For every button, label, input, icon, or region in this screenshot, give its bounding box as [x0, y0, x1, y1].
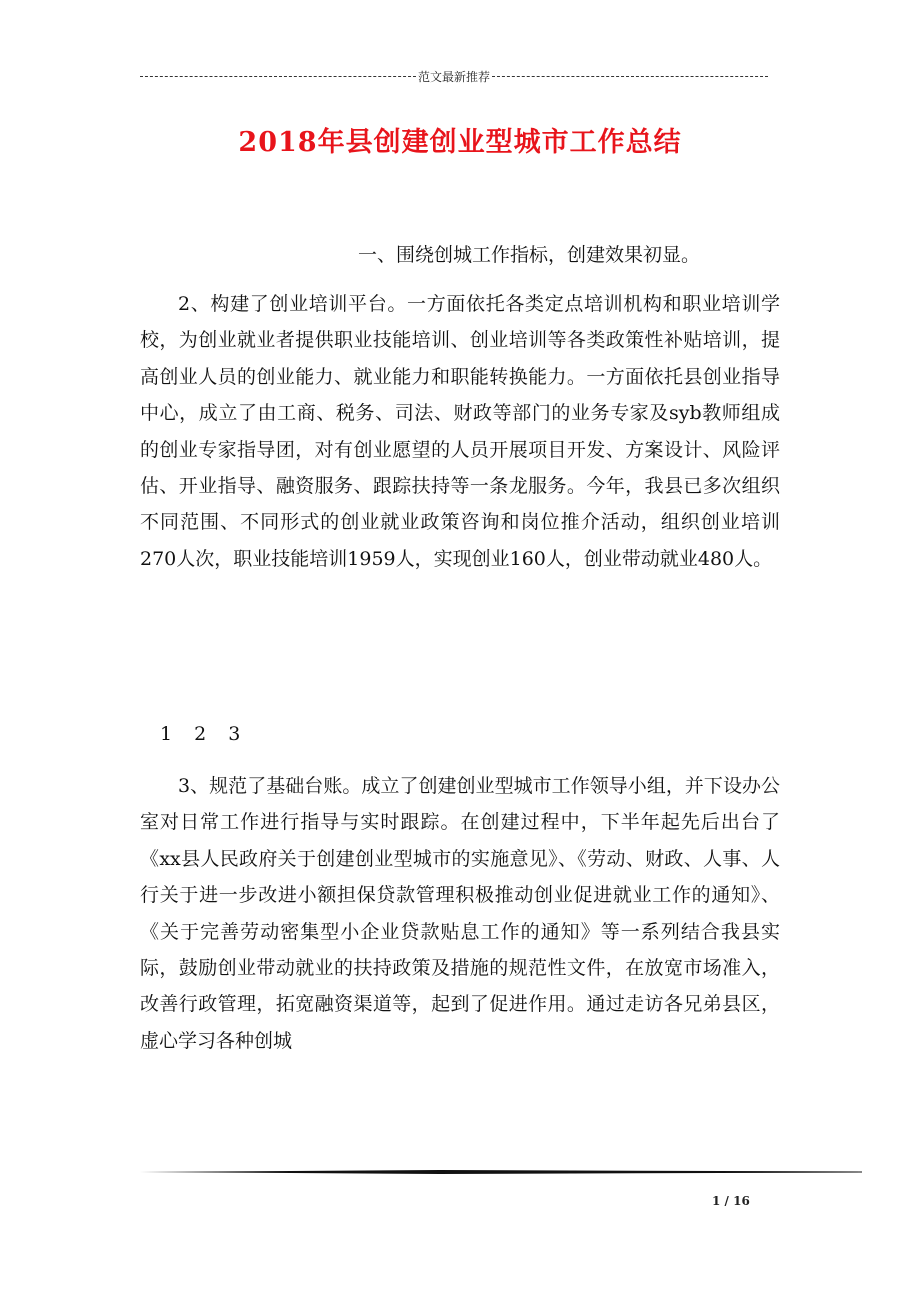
header-label: 范文最新推荐: [418, 69, 491, 84]
document-title: 2018年县创建创业型城市工作总结: [238, 127, 682, 158]
paragraph-basic-ledger: 3、规范了基础台账。成立了创建创业型城市工作领导小组，并下设办公室对日常工作进行指导与实时跟踪。在创建过程中，下半年起先后出台了《xx县人民政府关于创建创业型城市的实施意见》、《劳动、财政、人事、人行关于进一步改进小额担保贷款管理积极推动创业促进就业工作的通知》、《关于完善劳动密集型小企业贷款贴息工作的通知》等一系列结合我县实际，鼓励创业带动就业的扶持政策及措施的规范性文件，在放宽市场准入，改善行政管理，拓宽融资渠道等，起到了促进作用。通过走访各兄弟县区，虚心学习各种创城: [140, 775, 780, 1052]
inline-numbers: 1 2 3: [160, 723, 249, 745]
header-dash-left: [140, 76, 416, 77]
paragraph-training-platform: 2、构建了创业培训平台。一方面依托各类定点培训机构和职业培训学校，为创业就业者提供职业技能培训、创业培训等各类政策性补贴培训，提高创业人员的创业能力、就业能力和职能转换能力。一方面依托县创业指导中心，成立了由工商、税务、司法、财政等部门的业务专家及syb教师组成的创业专家指导团，对有创业愿望的人员开展项目开发、方案设计、风险评估、开业指导、融资服务、跟踪扶持等一条龙服务。今年，我县已多次组织不同范围、不同形式的创业就业政策咨询和岗位推介活动，组织创业培训270人次，职业技能培训1959人，实现创业160人，创业带动就业480人。: [140, 293, 780, 570]
page-header: [140, 66, 768, 86]
section-heading: 一、围绕创城工作指标，创建效果初显。: [358, 244, 701, 266]
footer-rule: [140, 1170, 862, 1174]
header-dash-right: [492, 76, 768, 77]
page-number: 1 / 16: [712, 1194, 750, 1208]
